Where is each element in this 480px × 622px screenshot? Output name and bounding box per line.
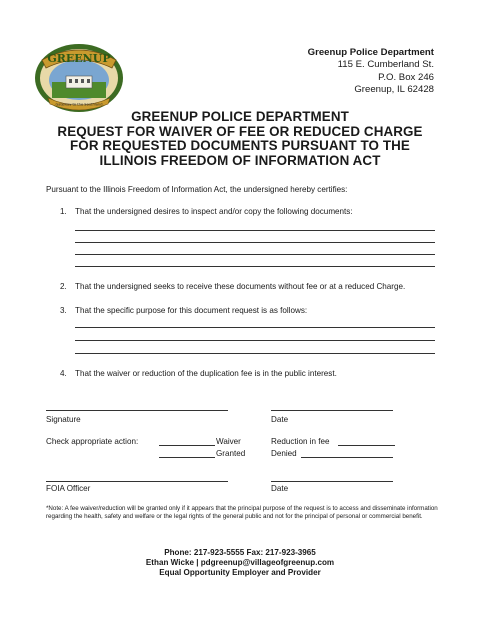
item-2: 2. That the undersigned seeks to receive these documents without fee or at a reduced Charge. — [60, 282, 406, 291]
item-1: 1. That the undersigned desires to inspect and/or copy the following documents: — [60, 207, 353, 216]
documents-line[interactable] — [75, 266, 435, 267]
purpose-line[interactable] — [75, 327, 435, 328]
footer-contact — [0, 548, 480, 579]
department-name: Greenup Police Department — [307, 47, 434, 58]
item-4: 4. That the waiver or reduction of the duplication fee is in the public interest. — [60, 369, 337, 378]
purpose-line[interactable] — [75, 340, 435, 341]
documents-line[interactable] — [75, 230, 435, 231]
documents-line[interactable] — [75, 254, 435, 255]
letterhead-address — [308, 47, 434, 96]
contact-email: Ethan Wicke | pdgreenup@villageofgreenup.com — [145, 558, 335, 568]
document-title: GREENUP POLICE DEPARTMENT REQUEST FOR WAIVER OF FEE OR REDUCED CHARGE FOR REQUESTED DOCUMENTS PURSUANT TO THE ILLINOIS FREEDOM OF INFORMATION ACT — [57, 109, 423, 168]
date-label: Date — [271, 415, 289, 424]
denied-line[interactable] — [301, 457, 393, 458]
greenup-logo — [30, 38, 128, 116]
po-box: P.O. Box 246 — [378, 71, 434, 83]
eoe-statement: Equal Opportunity Employer and Provider — [159, 568, 321, 578]
granted-label: Granted — [216, 449, 246, 458]
documents-line[interactable] — [75, 242, 435, 243]
item-3: 3. That the specific purpose for this document request is as follows: — [60, 306, 308, 315]
check-action-label: Check appropriate action: — [46, 437, 139, 446]
foia-officer-label: FOIA Officer — [46, 484, 91, 493]
granted-line[interactable] — [159, 457, 215, 458]
signature-label: Signature — [46, 415, 81, 424]
officer-date-label: Date — [271, 484, 289, 493]
foia-officer-line[interactable] — [46, 481, 228, 482]
street-address: 115 E. Cumberland St. — [337, 59, 434, 71]
svg-text:GREENUP: GREENUP — [47, 52, 111, 65]
signature-line[interactable] — [46, 410, 228, 411]
waiver-line[interactable] — [159, 445, 215, 446]
phone-fax: Phone: 217-923-5555 Fax: 217-923-3965 — [164, 548, 316, 557]
greenup-seal-icon — [30, 38, 128, 116]
date-line[interactable] — [271, 410, 393, 411]
svg-text:Gateway to the Southland: Gateway to the Southland — [55, 102, 103, 107]
reduction-line[interactable] — [338, 445, 395, 446]
fee-waiver-note: *Note: A fee waiver/reduction will be granted only if it appears that the principal purpose of the request is to access and disseminate information regarding the health, safety and welfare or the legal rights of the general public and not for the principal of personal or commercial benefit. — [46, 505, 438, 520]
waiver-label: Waiver — [216, 437, 241, 446]
reduction-label: Reduction in fee — [271, 437, 330, 446]
city-state-zip: Greenup, IL 62428 — [354, 83, 434, 95]
denied-label: Denied — [271, 449, 297, 458]
officer-date-line[interactable] — [271, 481, 393, 482]
intro-text: Pursuant to the Illinois Freedom of Information Act, the undersigned hereby certifies: — [46, 185, 348, 194]
purpose-line[interactable] — [75, 353, 435, 354]
